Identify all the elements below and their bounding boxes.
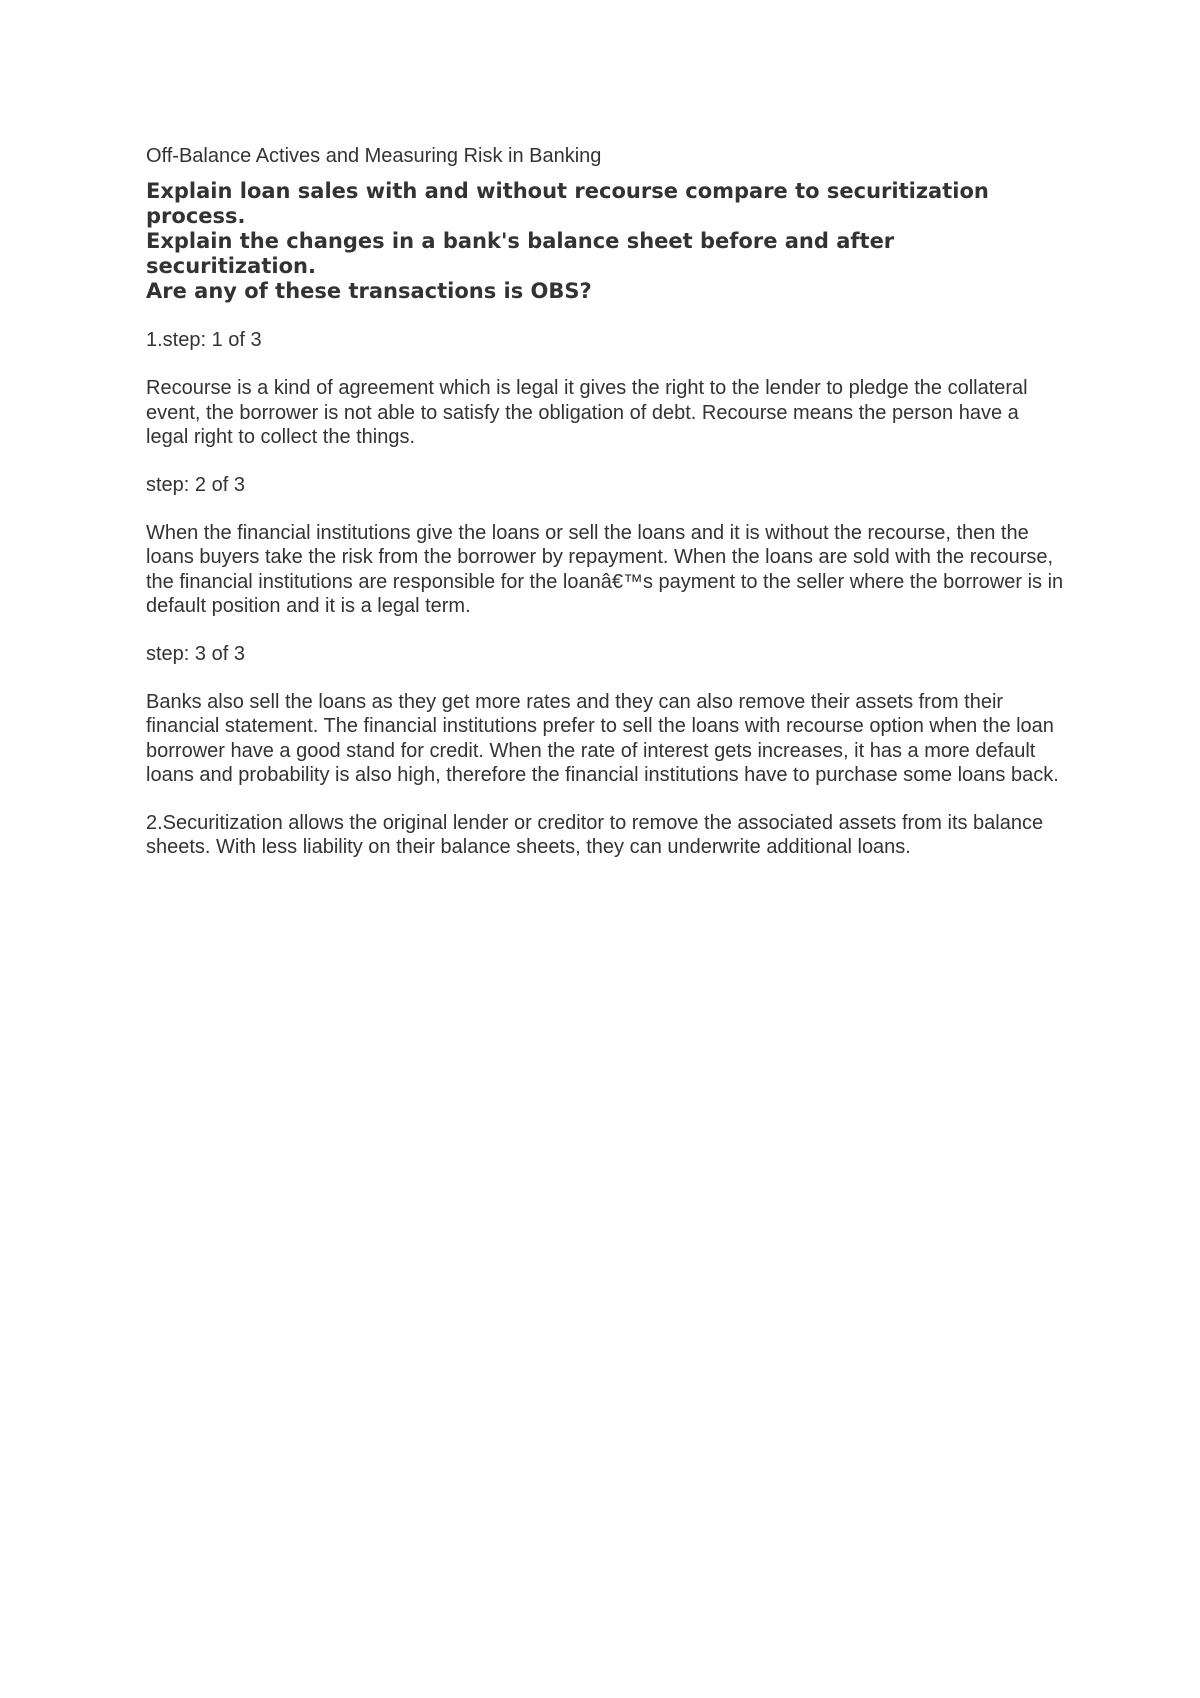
- step-2-text: When the financial institutions give the loans or sell the loans and it is without the recourse, then the loans buyers take the risk from the borrower by repayment. When the loans are sold with the recourse, the financial institutions are responsible for the loanâ€™s payment to the seller where the borrower is in default position and it is a legal term.: [146, 521, 1064, 617]
- step-3-text: Banks also sell the loans as they get more rates and they can also remove their assets from their financial statement. The financial institutions prefer to sell the loans with recourse option when the loan borrower have a good stand for credit. When the rate of interest gets increases, it has a more default loans and probability is also high, therefore the financial institutions have to purchase some loans back.: [146, 690, 1059, 786]
- question-obs: Are any of these transactions is OBS?: [146, 279, 592, 303]
- question-block: [146, 179, 1066, 304]
- document-content: [146, 143, 1066, 883]
- question-loan-sales: Explain loan sales with and without recourse compare to securitization process.: [146, 179, 989, 228]
- step-1-label: 1.step: 1 of 3: [146, 329, 262, 351]
- securitization-paragraph: 2.Securitization allows the original lender or creditor to remove the associated assets from its balance sheets. With less liability on their balance sheets, they can underwrite additional loans.: [146, 811, 1044, 858]
- step-3-label: step: 3 of 3: [146, 642, 245, 665]
- question-balance-sheet: Explain the changes in a bank's balance sheet before and after securitization.: [146, 229, 895, 278]
- document-title: Off-Balance Actives and Measuring Risk in Banking: [146, 145, 602, 167]
- step-2-label: step: 2 of 3: [146, 473, 245, 496]
- step-1-text: Recourse is a kind of agreement which is legal it gives the right to the lender to pledge the collateral event, the borrower is not able to satisfy the obligation of debt. Recourse means the person have a legal right to collect the things.: [146, 377, 1028, 448]
